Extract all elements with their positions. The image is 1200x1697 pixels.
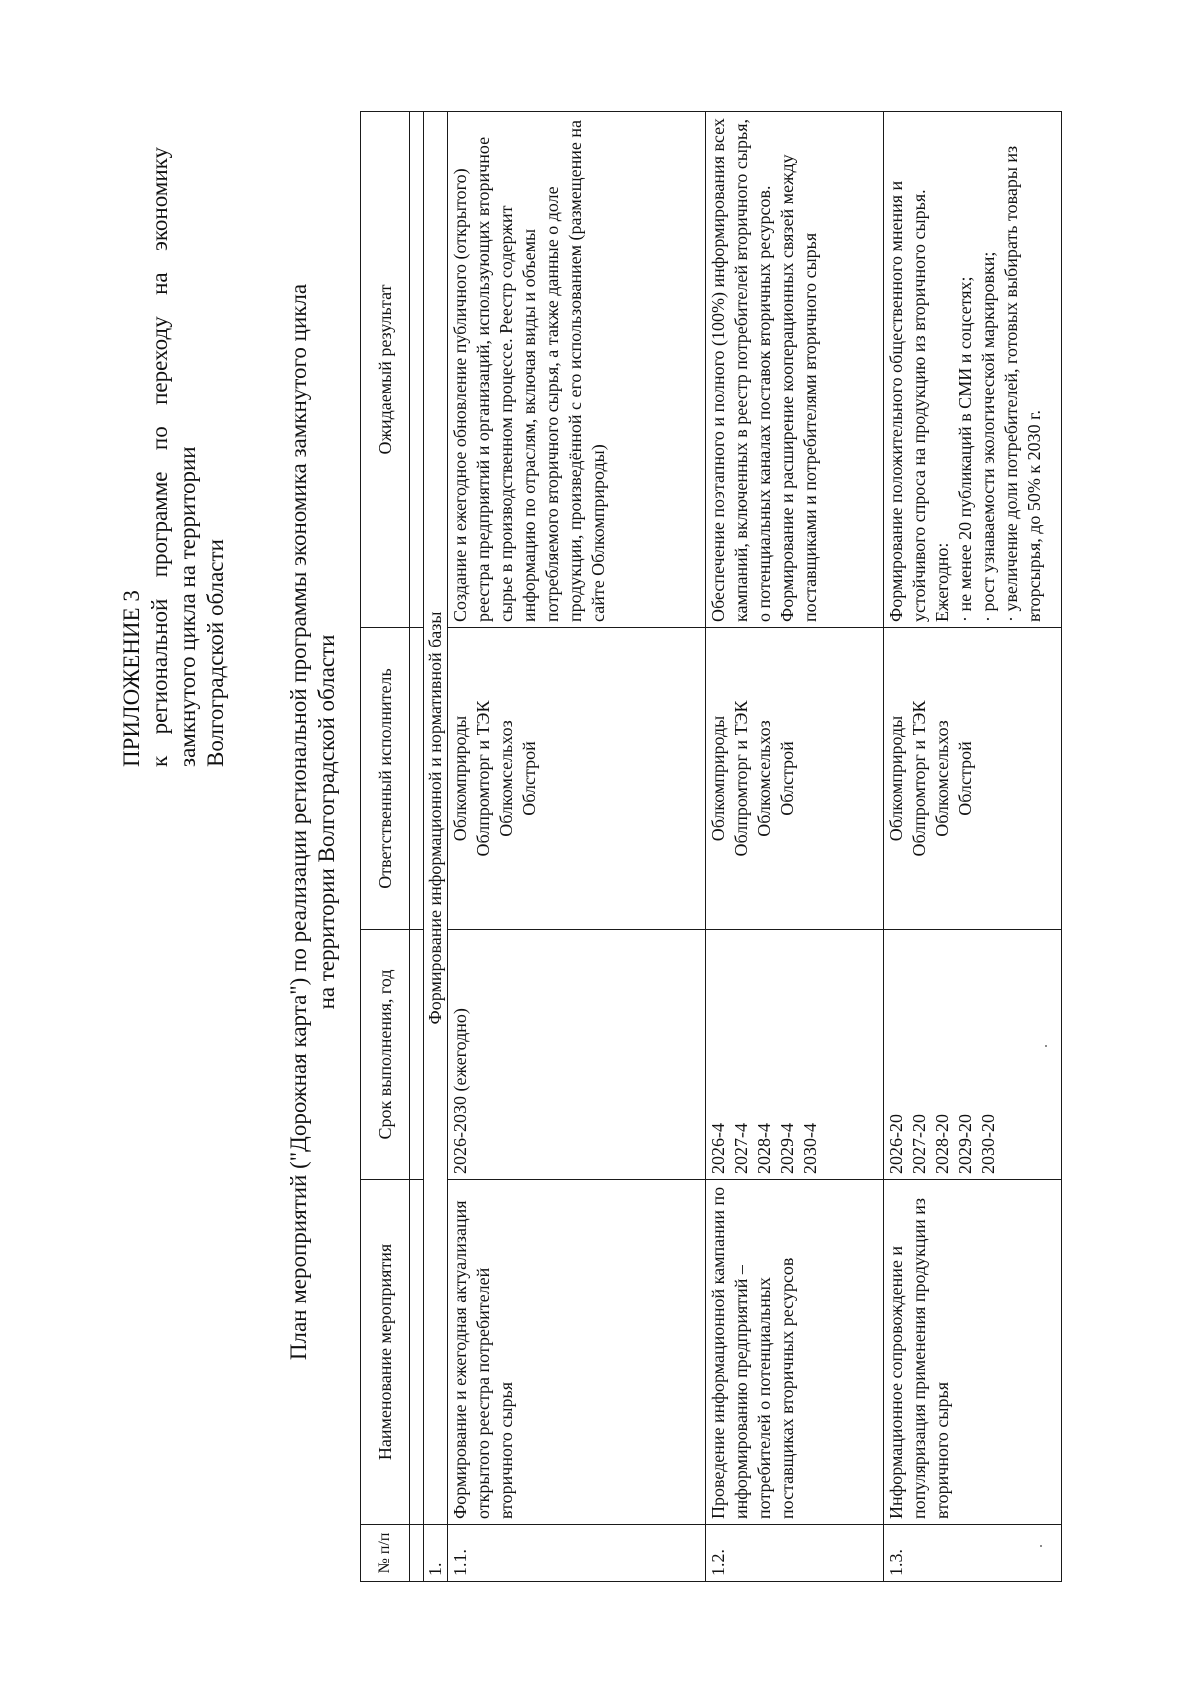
row-executor-line: Облпромторг и ТЭК [909,700,929,857]
row-executor [448,628,706,930]
roadmap-table [360,111,1062,1582]
header-term: Срок выполнения, год [361,930,410,1180]
row-name: Информационное сопровождение и популяризация применения продукции из вторичного сырья [884,1180,1062,1525]
row-name: Проведение информационной кампании по информированию предприятий – потребителей о потенциальных поставщиках вторичных ресурсов [706,1180,884,1525]
row-num: 1.1. [448,1525,706,1582]
appendix-title: ПРИЛОЖЕНИЕ 3 [119,590,144,767]
row-name: Формирование и ежегодная актуализация открытого реестра потребителей вторичного сырья [448,1180,706,1525]
row-result [706,112,884,628]
appendix-line: замкнутого цикла на территории [175,446,200,767]
row-result-line: · рост узнаваемости экологической маркировки; [978,251,998,622]
row-executor-line: Облпромторг и ТЭК [473,700,493,857]
plan-title-line: План мероприятий ("Дорожная карта") по реализации региональной программы экономика замкнутого цикла [286,283,311,1361]
row-result [448,112,706,628]
row-executor-line: Облстрой [519,741,539,816]
row-term-line: 2029-4 [777,1123,797,1174]
row-num: 1.3. [884,1525,1062,1582]
plan-title-line: на территории Волгоградской области [314,634,339,1010]
row-term-line: 2030-4 [800,1123,820,1174]
row-term-line: 2027-4 [731,1123,751,1174]
row-executor-line: Облкомприроды [886,715,906,842]
plan-title [285,97,341,1547]
section-row [424,112,448,1582]
row-result-line: Ежегодно: [932,542,952,622]
row-executor-line: Облкомсельхоз [932,720,952,837]
row-executor-line: Облкомприроды [450,715,470,842]
appendix-header [118,147,230,767]
row-term-line: 2027-20 [909,1114,929,1174]
section-num: 1. [424,1525,448,1582]
table-row [884,112,1062,1582]
section-title: Формирование информационной и нормативной базы [424,112,448,1525]
row-result-line: Формирование положительного общественного мнения и устойчивого спроса на продукцию из вторичного сырья. [886,180,929,622]
row-term-line: 2028-20 [932,1114,952,1174]
appendix-line: к региональной программе по переходу на экономику [147,147,172,767]
header-name: Наименование мероприятия [361,1180,410,1525]
row-term-line: 2030-20 [978,1114,998,1174]
row-term [884,930,1062,1180]
row-term-line: 2028-4 [754,1123,774,1174]
spacer-row [410,112,424,1582]
row-num: 1.2. [706,1525,884,1582]
appendix-line: Волгоградской области [203,539,228,767]
row-term-line: 2026-4 [708,1123,728,1174]
row-executor-line: Облкомприроды [708,715,728,842]
scan-speck [1045,1045,1047,1047]
row-term [706,930,884,1180]
row-result [884,112,1062,628]
row-result-line: · увеличение доли потребителей, готовых выбирать товары из вторсырья, до 50% к 2030 г. [1001,145,1044,622]
row-term [448,930,706,1180]
table-row [706,112,884,1582]
row-executor-line: Облкомсельхоз [754,720,774,837]
header-result: Ожидаемый результат [361,112,410,628]
row-executor-line: Облстрой [777,741,797,816]
row-executor [706,628,884,930]
row-term-line: 2026-2030 (ежегодно) [450,1008,470,1174]
row-executor-line: Облкомсельхоз [496,720,516,837]
header-executor: Ответственный исполнитель [361,628,410,930]
row-result-line: · не менее 20 публикаций в СМИ и соцсетях; [955,276,975,622]
table-row [448,112,706,1582]
row-term-line: 2029-20 [955,1114,975,1174]
row-executor-line: Облстрой [955,741,975,816]
row-result-line: Создание и ежегодное обновление публичного (открытого) реестра предприятий и организаций, использующих вторичное сырье в производственном процессе. Реестр содержит информацию по отраслям, включая виды и объемы потребляемого вторичного сырья, а также данные о доле продукции, произведённой с его использованием (размещение на сайте Облкомприроды) [450,120,608,622]
row-term-line: 2026-20 [886,1114,906,1174]
row-result-line: Обеспечение поэтапного и полного (100%) информирования всех кампаний, включенных в реестр потребителей вторичного сырья, о потенциальных каналах поставок вторичных ресурсов. Формирование и расширение кооперационных связей между поставщиками и потребителями вторичного сырья [708,118,820,622]
header-num: № п/п [361,1525,410,1582]
row-executor [884,628,1062,930]
scan-speck [1040,1545,1042,1547]
table-header-row [361,112,410,1582]
row-executor-line: Облпромторг и ТЭК [731,700,751,857]
